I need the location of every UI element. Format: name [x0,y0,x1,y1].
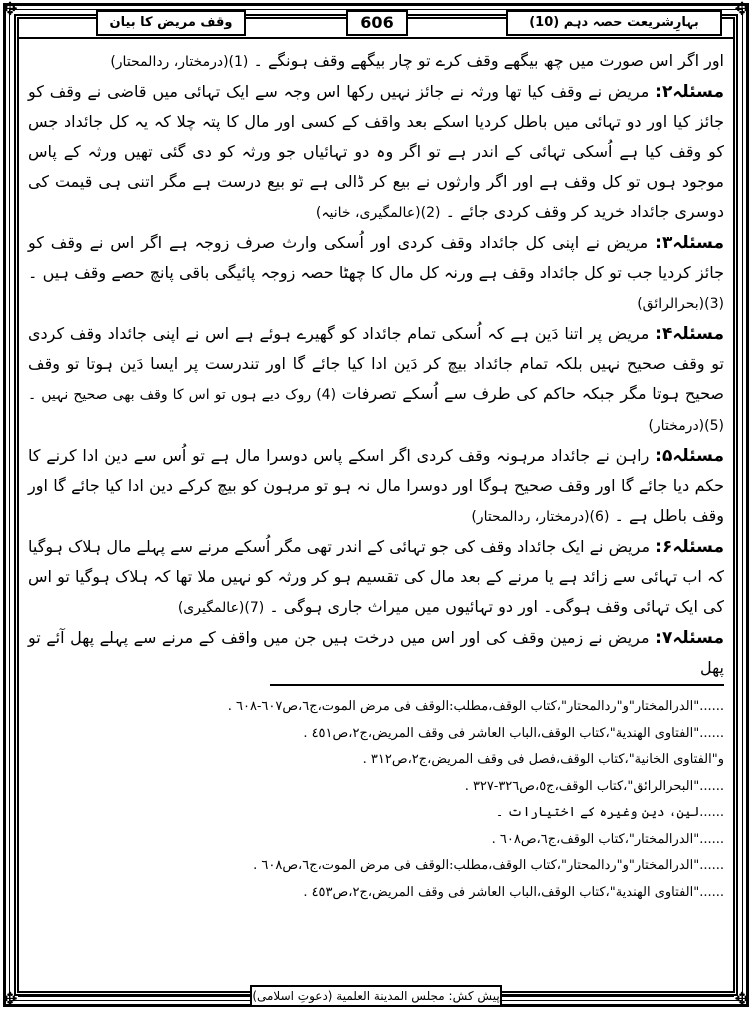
main-text [28,46,724,684]
paragraph-text: اور اگر اس صورت میں چھ بیگھے وقف کرے تو چار بیگھے وقف ہونگے ۔ [253,51,724,70]
paragraph [28,46,724,77]
paragraph [28,228,724,319]
masala-label: مسئلہ۳: [655,233,724,253]
paragraph-text: مریض نے اپنی کل جائداد وقف کردی اور اُسکی وارث صرف زوجہ ہے اگر اس نے وقف کو جائز کردیا جب تو کل جائداد وقف ہے ورنہ کل مال کا چھٹا حصہ زوجہ پائیگی باقی پانچ حصے وقف ہیں ۔ [28,233,724,282]
corner-ornament-icon: ✥ [734,0,750,20]
paragraph-text: مریض نے زمین وقف کی اور اس میں درخت ہیں جن میں واقف کے مرنے سے پہلے پھل آئے تو پھل [28,628,724,677]
footnote: ......"الفتاوى الهندية"،كتاب الوقف،الباب العاشر فى وقف المريض،ج٢،ص٤٥١ . [303,725,724,741]
corner-ornament-icon: ✥ [2,0,18,20]
reference: (3)(بحرالرائق) [637,296,724,312]
paragraph [28,319,724,441]
header-rule [18,37,734,39]
masala-label: مسئلہ۴: [655,324,724,344]
reference: (6)(درمختار، ردالمحتار) [471,509,610,525]
corner-ornament-icon: ✥ [734,989,750,1010]
footnotes [28,694,724,906]
paragraph-text: مریض نے وقف کیا تھا ورثہ نے جائز نہیں رکھا اس وجہ سے ایک تہائی میں قاضی نے وقف کو جائز کیا اور دو تہائی میں باطل کردیا اسکے بعد واقف کے کسی اور مال کا پتہ چلا کہ یہ کل جائداد جس کو وقف کیا ہے اُسکی تہائی کے اندر ہے تو اگر وہ دو تہائیاں جو ورثہ کو دی گئی تھیں ورثہ کے پاس موجود ہوں تو کل وقف ہے اور اگر وارثوں نے بیع کر ڈالی ہے تو بیع درست ہے مگر اتنی ہی قیمت کی دوسری جائداد خرید کر وقف کردی جائے ۔ [28,82,724,221]
paragraph [28,623,724,684]
paragraph-text: راہن نے جائداد مرہونہ وقف کردی اگر اسکے پاس دوسرا مال ہے تو اُس سے دین ادا کرنے کا حکم دیا جائے گا اور وقف صحیح ہوگا اور دوسرا مال نہ ہو تو مرہون کو بیچ کرکے دین ادا کیا جائے گا اور وقف باطل ہے ۔ [28,446,724,525]
footnote: ......لین، دین وغیرہ کے اختیارات ۔ [495,805,724,820]
reference: (4) روک دیے ہوں تو اس کا وقف بھی صحیح نہیں ۔ (5)(درمختار) [28,387,724,434]
footnote: ......"الدرالمختار"و"ردالمحتار"،كتاب الوقف،مطلب:الوقف فى مرض الموت،ج٦،ص٦٠٨ . [253,858,724,873]
chapter-title: وقف مریض کا بیان [96,10,246,36]
paragraph-text: مریض پر اتنا دَین ہے کہ اُسکی تمام جائداد کو گھیرے ہوئے ہے اس نے اپنی جائداد وقف کردی تو وقف صحیح نہیں بلکہ تمام جائداد بیچ کر دَین ادا کیا جائے گا اور تندرست پر ایسا دَین ہوتا تو وقف صحیح ہوتا مگر جبکہ حاکم کی طرف سے اُسکے تصرفات [28,324,724,403]
page-number: 606 [346,10,408,36]
paragraph-text: مریض نے ایک جائداد وقف کی جو تہائی کے اندر تھی مگر اُسکے مرنے سے پہلے مال ہلاک ہوگیا کہ اب تہائی سے زائد ہے یا مرنے کے بعد مال کی تقسیم ہو کر ورثہ کو نہیں ملا تھا کہ ہلاک ہوگیا تو اس کی ایک تہائی وقف ہوگی۔ اور دو تہائیوں میں میراث جاری ہوگی ۔ [28,537,724,616]
footnote: و"الفتاوى الخانية"،كتاب الوقف،فصل فى وقف المريض،ج٢،ص٣١٢ . [362,752,724,767]
reference: (1)(درمختار، ردالمحتار) [110,54,249,70]
footnote-separator [270,684,724,686]
footnote: ......"الدرالمختار"و"ردالمحتار"،كتاب الوقف،مطلب:الوقف فى مرض الموت،ج٦،ص٦٠٧-٦٠٨ . [227,699,724,714]
footnote: ......"البحرالرائق"،كتاب الوقف،ج٥،ص٣٢٦-٣٢٧ . [464,778,724,794]
book-title: بہارِشریعت حصہ دہم (10) [506,10,722,36]
masala-label: مسئلہ۶: [655,537,724,557]
footnote: ......"الفتاوى الهندية"،كتاب الوقف،الباب العاشر فى وقف المريض،ج٢،ص٤٥٣ . [303,884,724,900]
masala-label: مسئلہ۵: [655,446,724,466]
paragraph [28,441,724,532]
footer-publisher: پیش کش: مجلس المدينة العلمية (دعوتِ اسلامی) [250,985,502,1007]
reference: (7)(عالمگیری) [177,600,265,616]
masala-label: مسئلہ۲: [655,82,724,102]
paragraph [28,532,724,623]
reference: (2)(عالمگیری، خانیہ) [315,205,441,221]
masala-label: مسئلہ۷: [655,628,724,648]
paragraph [28,77,724,228]
corner-ornament-icon: ✥ [2,989,18,1010]
footnote: ......"الدرالمختار"،كتاب الوقف،ج٦،ص٦٠٨ . [491,831,724,847]
